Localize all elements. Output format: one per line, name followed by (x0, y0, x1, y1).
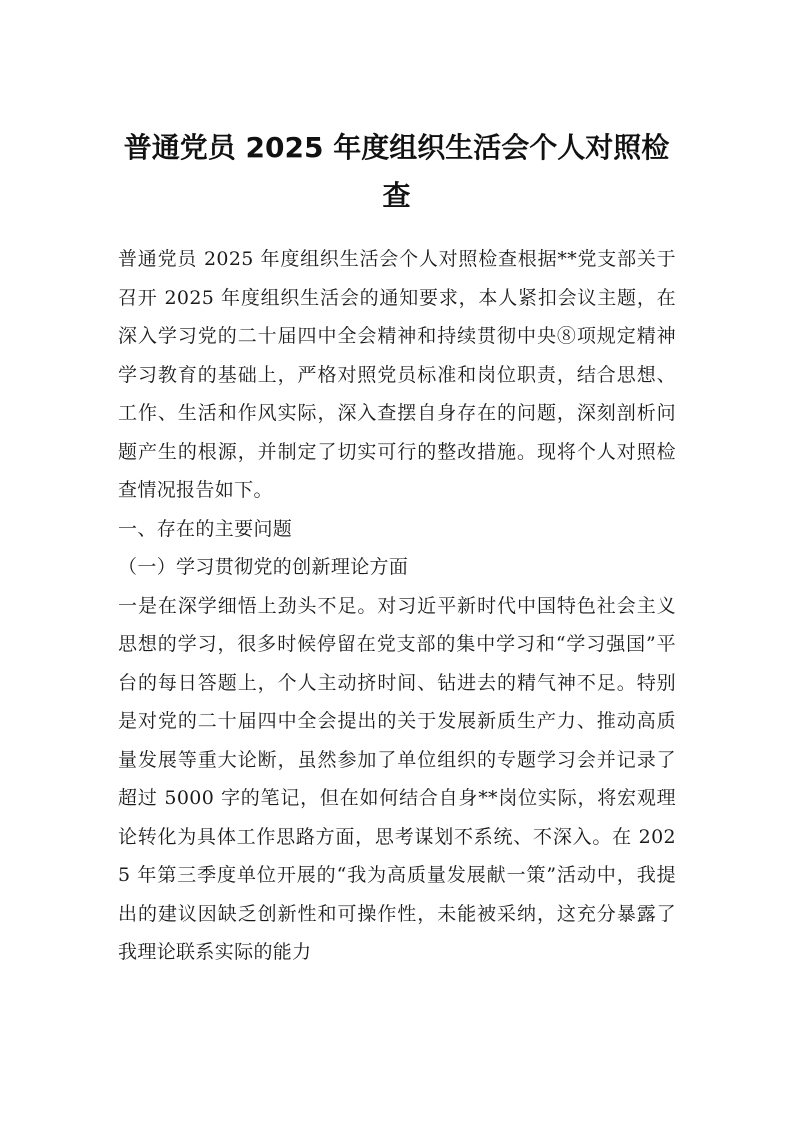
document-body (118, 240, 676, 972)
document-title: 普通党员 2025 年度组织生活会个人对照检查 (123, 131, 670, 212)
section-heading-main-problems: 一、存在的主要问题 (118, 517, 293, 540)
body-paragraph-1: 一是在深学细悟上劲头不足。对习近平新时代中国特色社会主义思想的学习，很多时候停留在党支部的集中学习和“学习强国”平台的每日答题上，个人主动挤时间、钻进去的精气神不足。特别是对党的二十届四中全会提出的关于发展新质生产力、推动高质量发展等重大论断，虽然参加了单位组织的专题学习会并记录了超过 5000 字的笔记，但在如何结合自身**岗位实际，将宏观理论转化为具体工作思路方面，思考谋划不系统、不深入。在 2025 年第三季度单位开展的“我为高质量发展献一策”活动中，我提出的建议因缺乏创新性和可操作性，未能被采纳，这充分暴露了我理论联系实际的能力 (118, 594, 676, 963)
intro-paragraph: 普通党员 2025 年度组织生活会个人对照检查根据**党支部关于召开 2025 年度组织生活会的通知要求，本人紧扣会议主题，在深入学习党的二十届四中全会精神和持续贯彻中央⑧项规定精神学习教育的基础上，严格对照党员标准和岗位职责，结合思想、工作、生活和作风实际，深入查摆自身存在的问题，深刻剖析问题产生的根源，并制定了切实可行的整改措施。现将个人对照检查情况报告如下。 (118, 248, 676, 501)
subsection-heading-theory-study: （一）学习贯彻党的创新理论方面 (118, 556, 409, 578)
